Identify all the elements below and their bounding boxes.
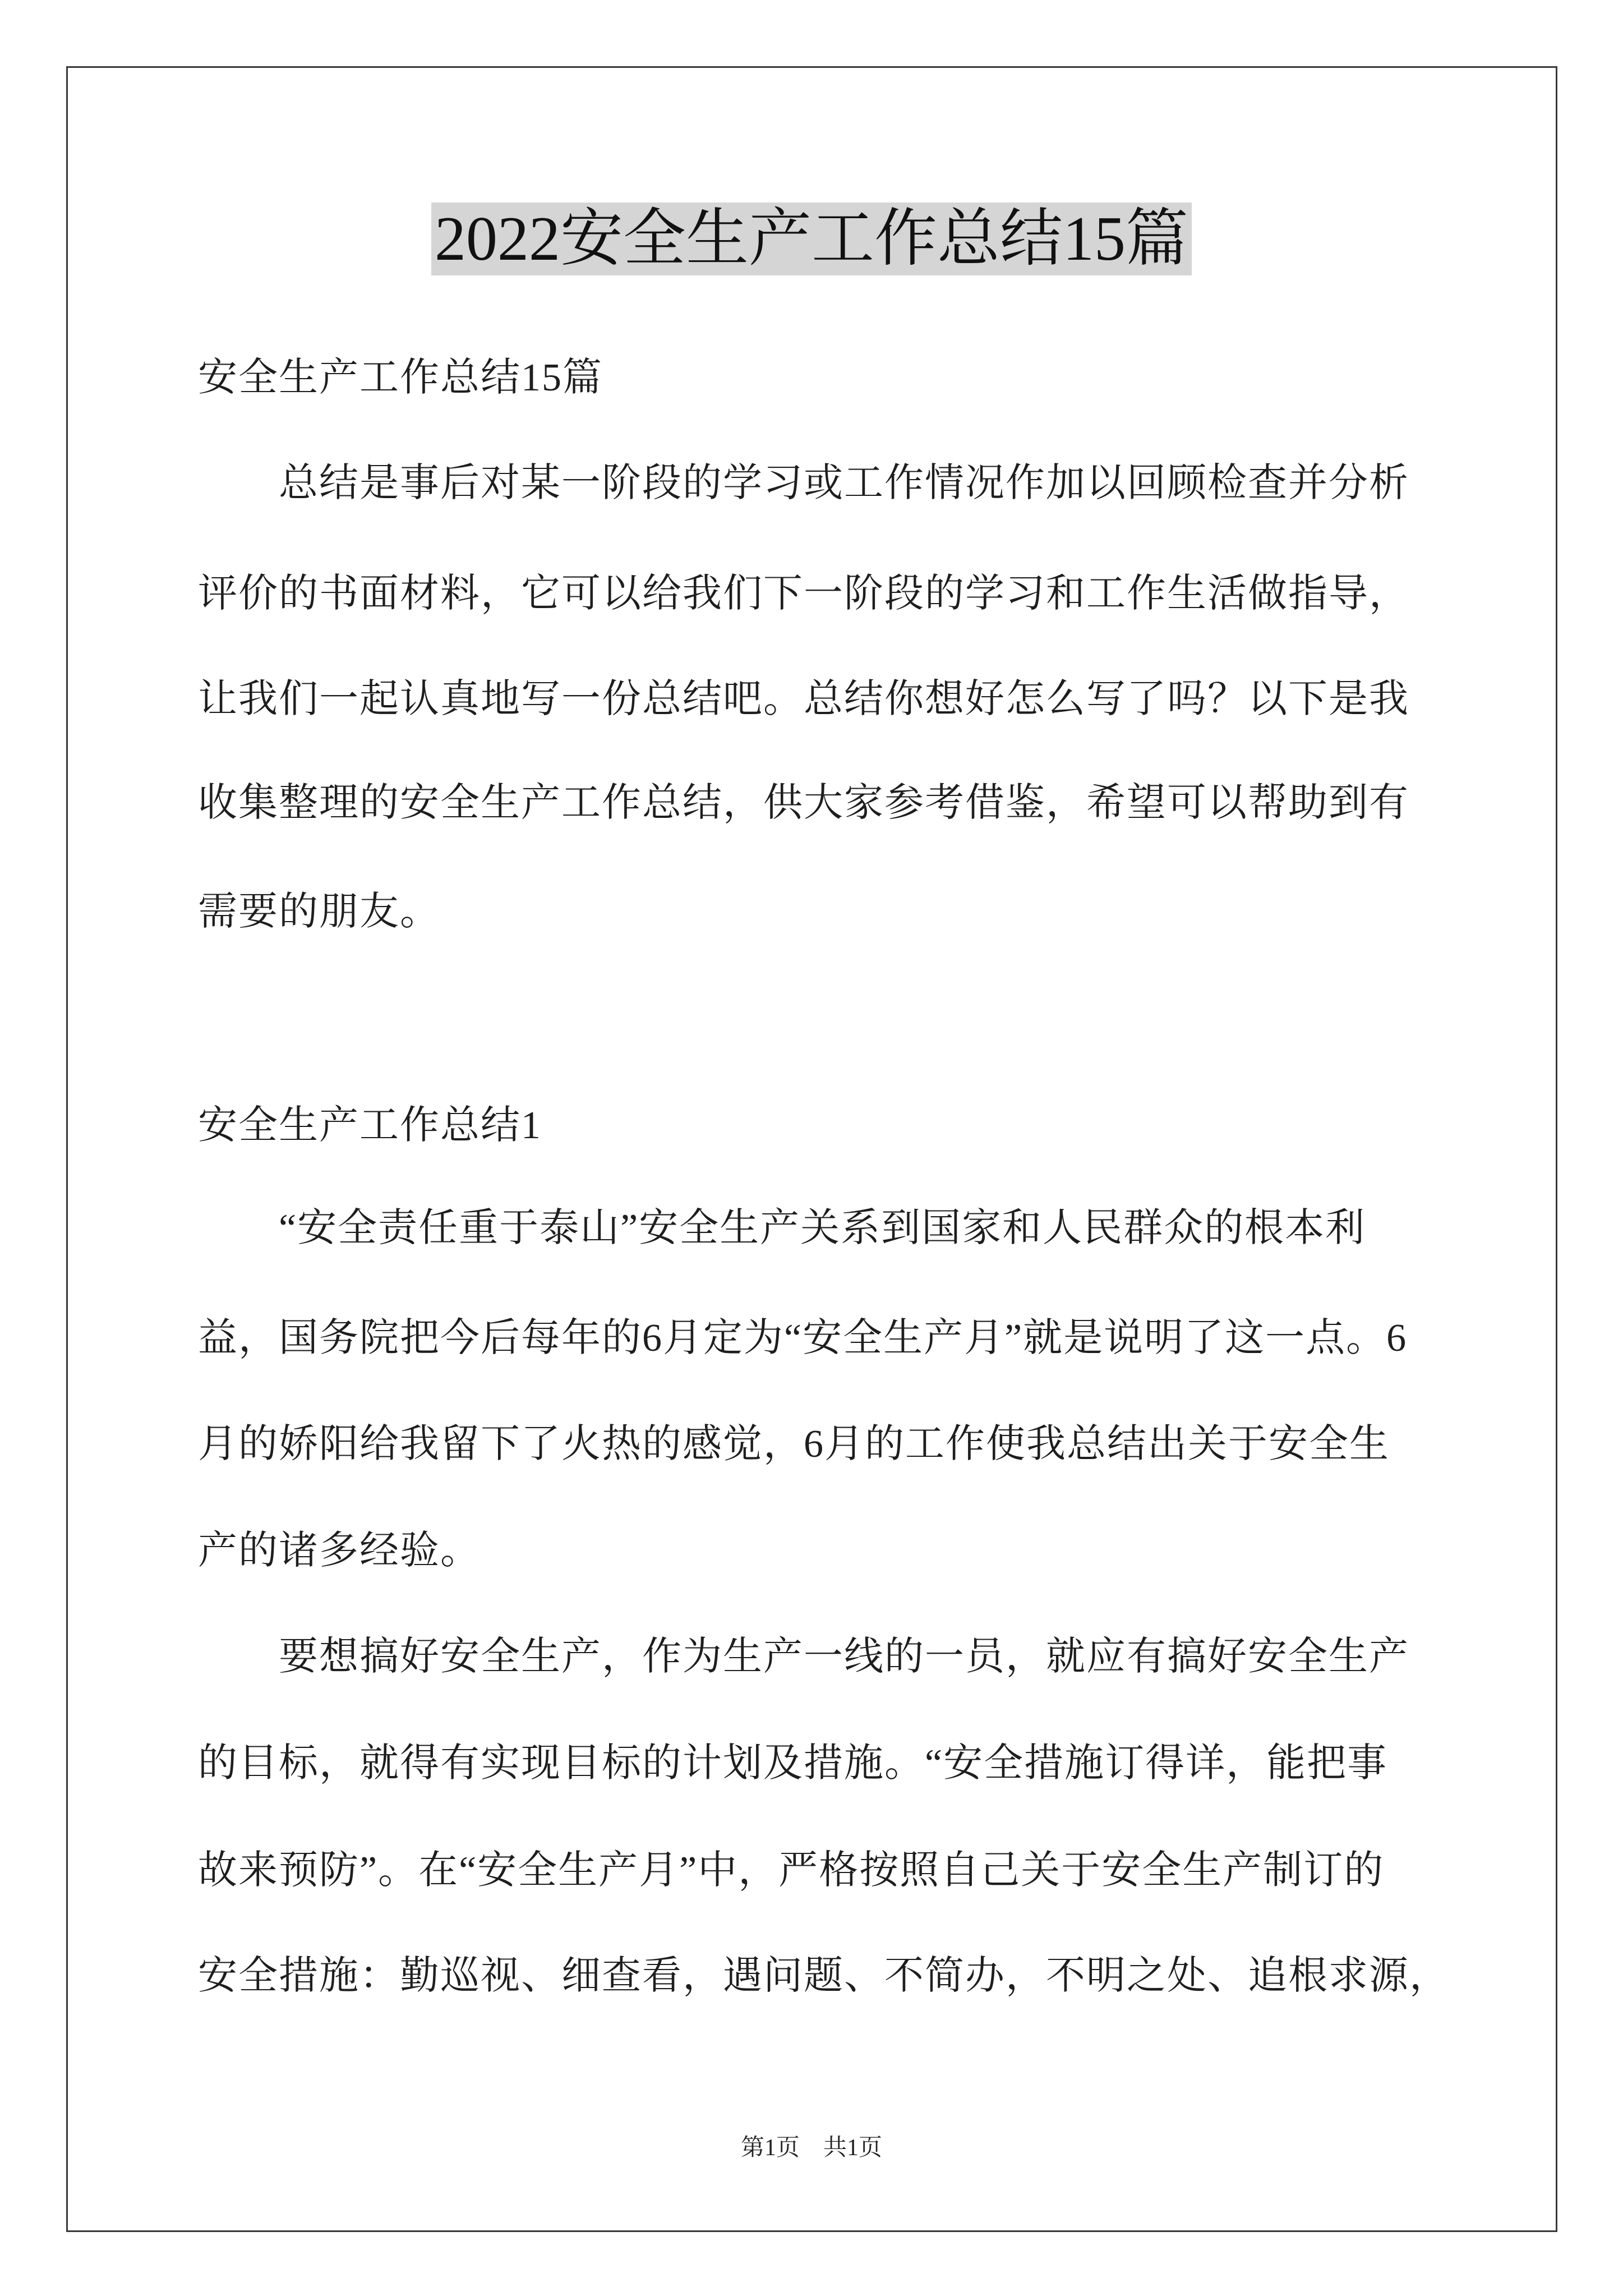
intro-line: 评价的书面材料，它可以给我们下一阶段的学习和工作生活做指导， bbox=[198, 572, 1409, 615]
paragraph-line: 月的娇阳给我留下了火热的感觉，6月的工作使我总结出关于安全生 bbox=[198, 1423, 1390, 1466]
intro-line: 总结是事后对某一阶段的学习或工作情况作加以回顾检查并分析 bbox=[279, 462, 1409, 505]
section-heading: 安全生产工作总结1 bbox=[198, 1104, 542, 1147]
intro-line: 需要的朋友。 bbox=[198, 890, 440, 933]
paragraph-line: 安全措施：勤巡视、细查看，遇问题、不简办，不明之处、追根求源， bbox=[198, 1954, 1450, 1998]
intro-line: 让我们一起认真地写一份总结吧。总结你想好怎么写了吗？以下是我 bbox=[198, 678, 1409, 721]
page-number-footer: 第1页 共1页 bbox=[740, 2135, 882, 2161]
paragraph-line: 益，国务院把今后每年的6月定为“安全生产月”就是说明了这一点。6 bbox=[198, 1317, 1408, 1360]
paragraph-line: 故来预防”。在“安全生产月”中，严格按照自己关于安全生产制订的 bbox=[198, 1849, 1385, 1892]
intro-line: 收集整理的安全生产工作总结，供大家参考借鉴，希望可以帮助到有 bbox=[198, 781, 1409, 825]
document-subtitle: 安全生产工作总结15篇 bbox=[198, 356, 603, 399]
document-title: 2022安全生产工作总结15篇 bbox=[431, 203, 1192, 275]
paragraph-line: 要想搞好安全生产，作为生产一线的一员，就应有搞好安全生产 bbox=[279, 1635, 1409, 1678]
paragraph-line: “安全责任重于泰山”安全生产关系到国家和人民群众的根本利 bbox=[279, 1207, 1366, 1250]
paragraph-line: 的目标，就得有实现目标的计划及措施。“安全措施订得详，能把事 bbox=[198, 1742, 1388, 1785]
paragraph-line: 产的诸多经验。 bbox=[198, 1529, 481, 1572]
title-row bbox=[0, 203, 1623, 275]
